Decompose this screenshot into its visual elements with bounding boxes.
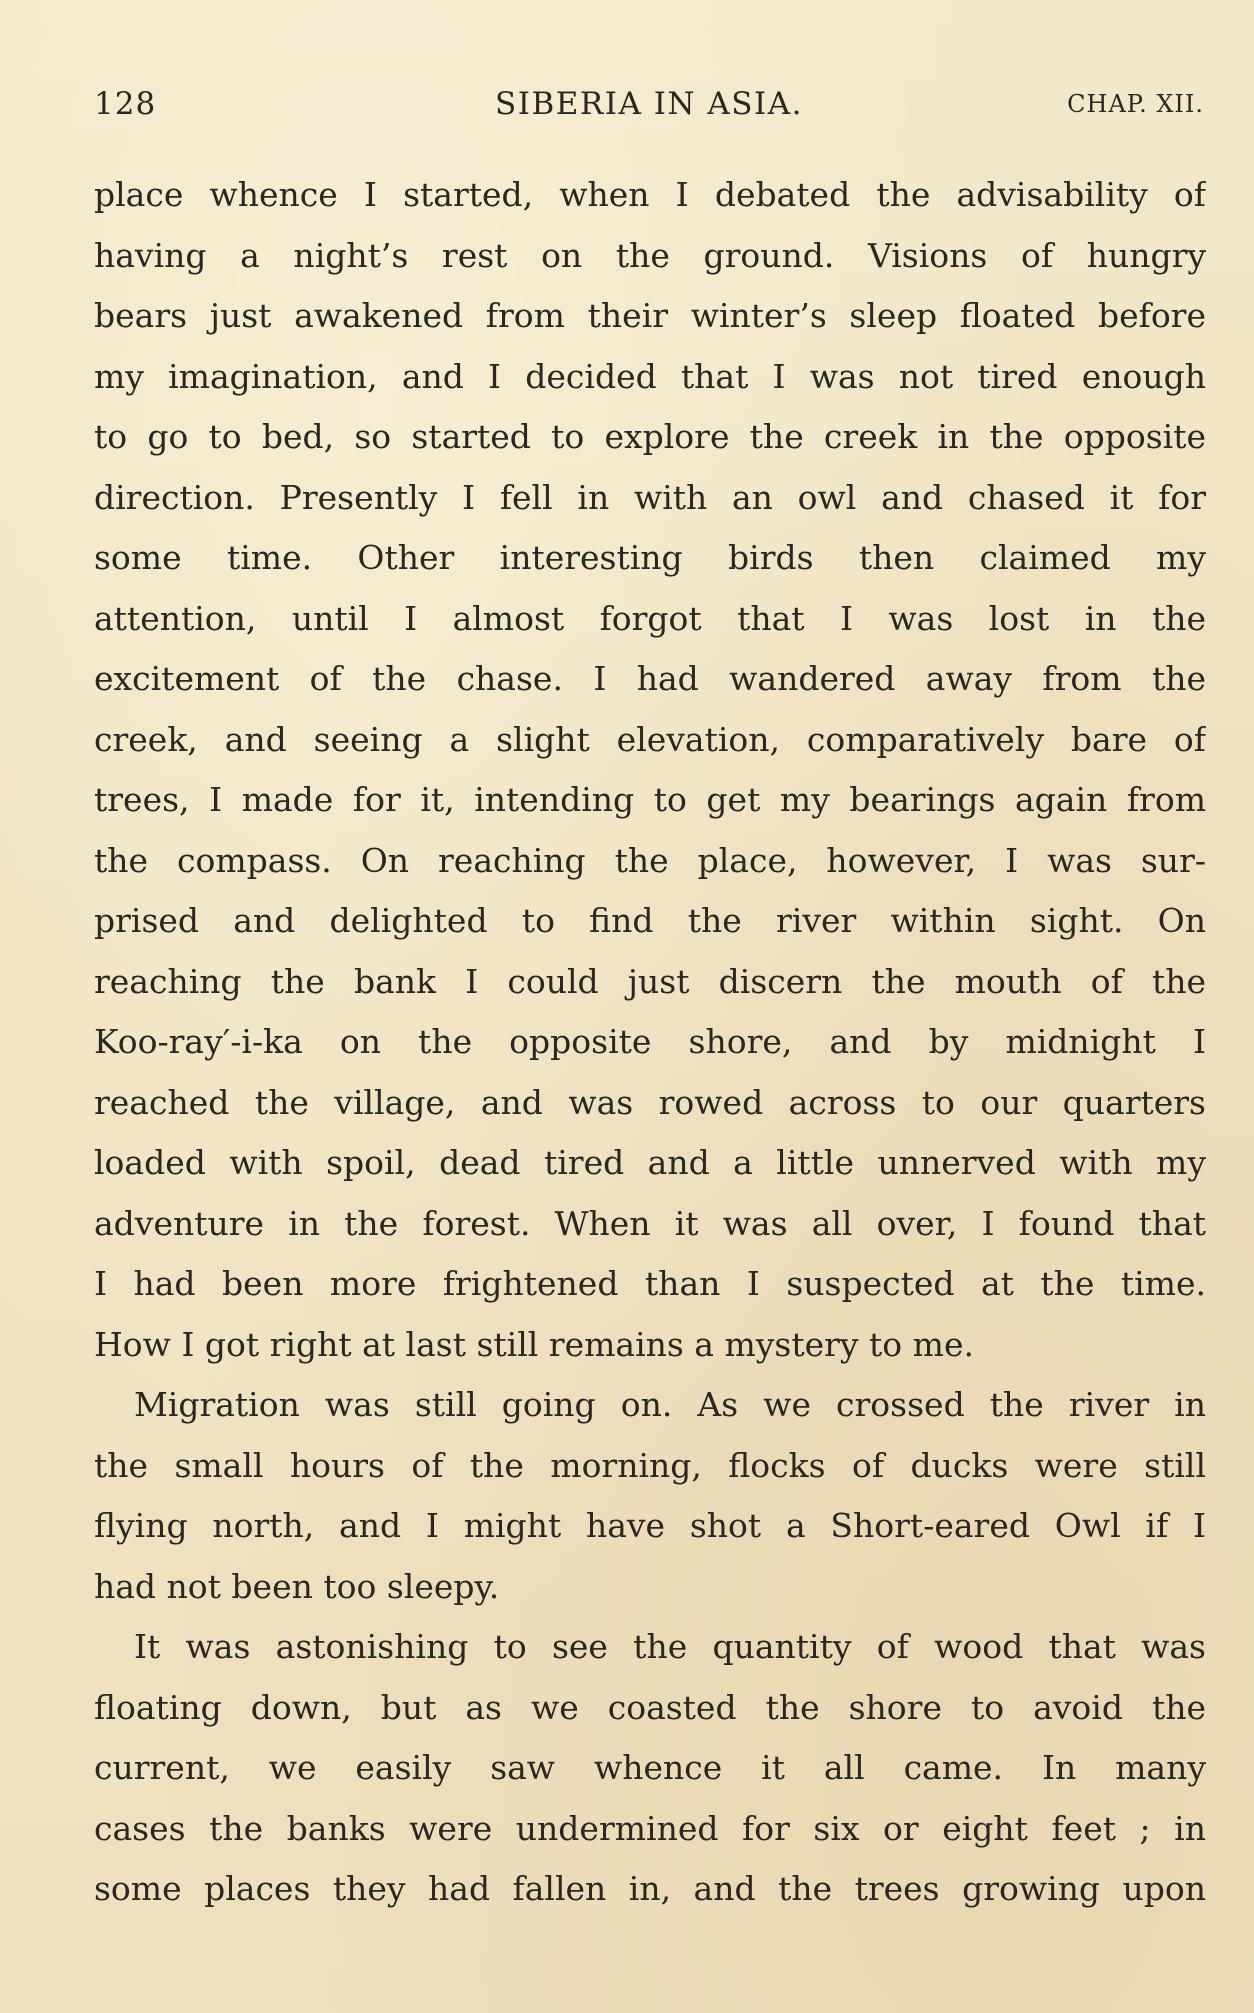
book-title: SIBERIA IN ASIA. [494, 86, 804, 122]
text-line: trees, I made for it, intending to get my bearings again from [94, 780, 1206, 819]
text-line: reached the village, and was rowed across to our quarters [94, 1082, 1206, 1122]
text-line: I had been more frightened than I suspected at the time. [94, 1264, 1206, 1303]
body-text [94, 165, 1206, 1920]
text-line: my imagination, and I decided that I was not tired enough [94, 356, 1206, 396]
text-line: adventure in the forest. When it was all over, I found that [94, 1203, 1206, 1243]
text-line: cases the banks were undermined for six or eight feet ; in [94, 1808, 1206, 1848]
text-line: direction. Presently I fell in with an owl and chased it for [94, 477, 1206, 517]
text-line: some places they had fallen in, and the trees growing upon [94, 1869, 1206, 1908]
text-line: current, we easily saw whence it all came. In many [94, 1748, 1206, 1787]
text-line: loaded with spoil, dead tired and a little unnerved with my [94, 1143, 1206, 1182]
text-line: flying north, and I might have shot a Short-eared Owl if I [94, 1506, 1206, 1545]
text-line: excitement of the chase. I had wandered away from the [94, 659, 1206, 698]
text-line: the small hours of the morning, flocks of ducks were still [94, 1445, 1206, 1485]
text-line: place whence I started, when I debated the advisability of [94, 175, 1206, 214]
chapter-label: CHAP. XII. [1067, 90, 1204, 118]
text-line: It was astonishing to see the quantity of wood that was [134, 1627, 1206, 1666]
text-line: prised and delighted to find the river within sight. On [94, 901, 1206, 940]
text-line: creek, and seeing a slight elevation, comparatively bare of [94, 719, 1206, 759]
text-line: had not been too sleepy. [94, 1566, 500, 1606]
text-line: floating down, but as we coasted the shore to avoid the [94, 1687, 1206, 1727]
page-number: 128 [94, 86, 157, 122]
text-line: bears just awakened from their winter’s sleep floated before [94, 296, 1206, 335]
text-line: Migration was still going on. As we crossed the river in [134, 1385, 1206, 1424]
text-line: the compass. On reaching the place, however, I was sur- [94, 840, 1206, 880]
text-line: attention, until I almost forgot that I was lost in the [94, 598, 1206, 638]
text-line: having a night’s rest on the ground. Visions of hungry [94, 235, 1206, 275]
text-line: reaching the bank I could just discern the mouth of the [94, 961, 1206, 1001]
running-head [94, 86, 1204, 126]
text-line: to go to bed, so started to explore the creek in the opposite [94, 417, 1206, 456]
text-line: How I got right at last still remains a mystery to me. [94, 1324, 974, 1364]
text-line: Koo-ray′-i-ka on the opposite shore, and by midnight I [94, 1022, 1206, 1061]
text-line: some time. Other interesting birds then claimed my [94, 538, 1206, 577]
